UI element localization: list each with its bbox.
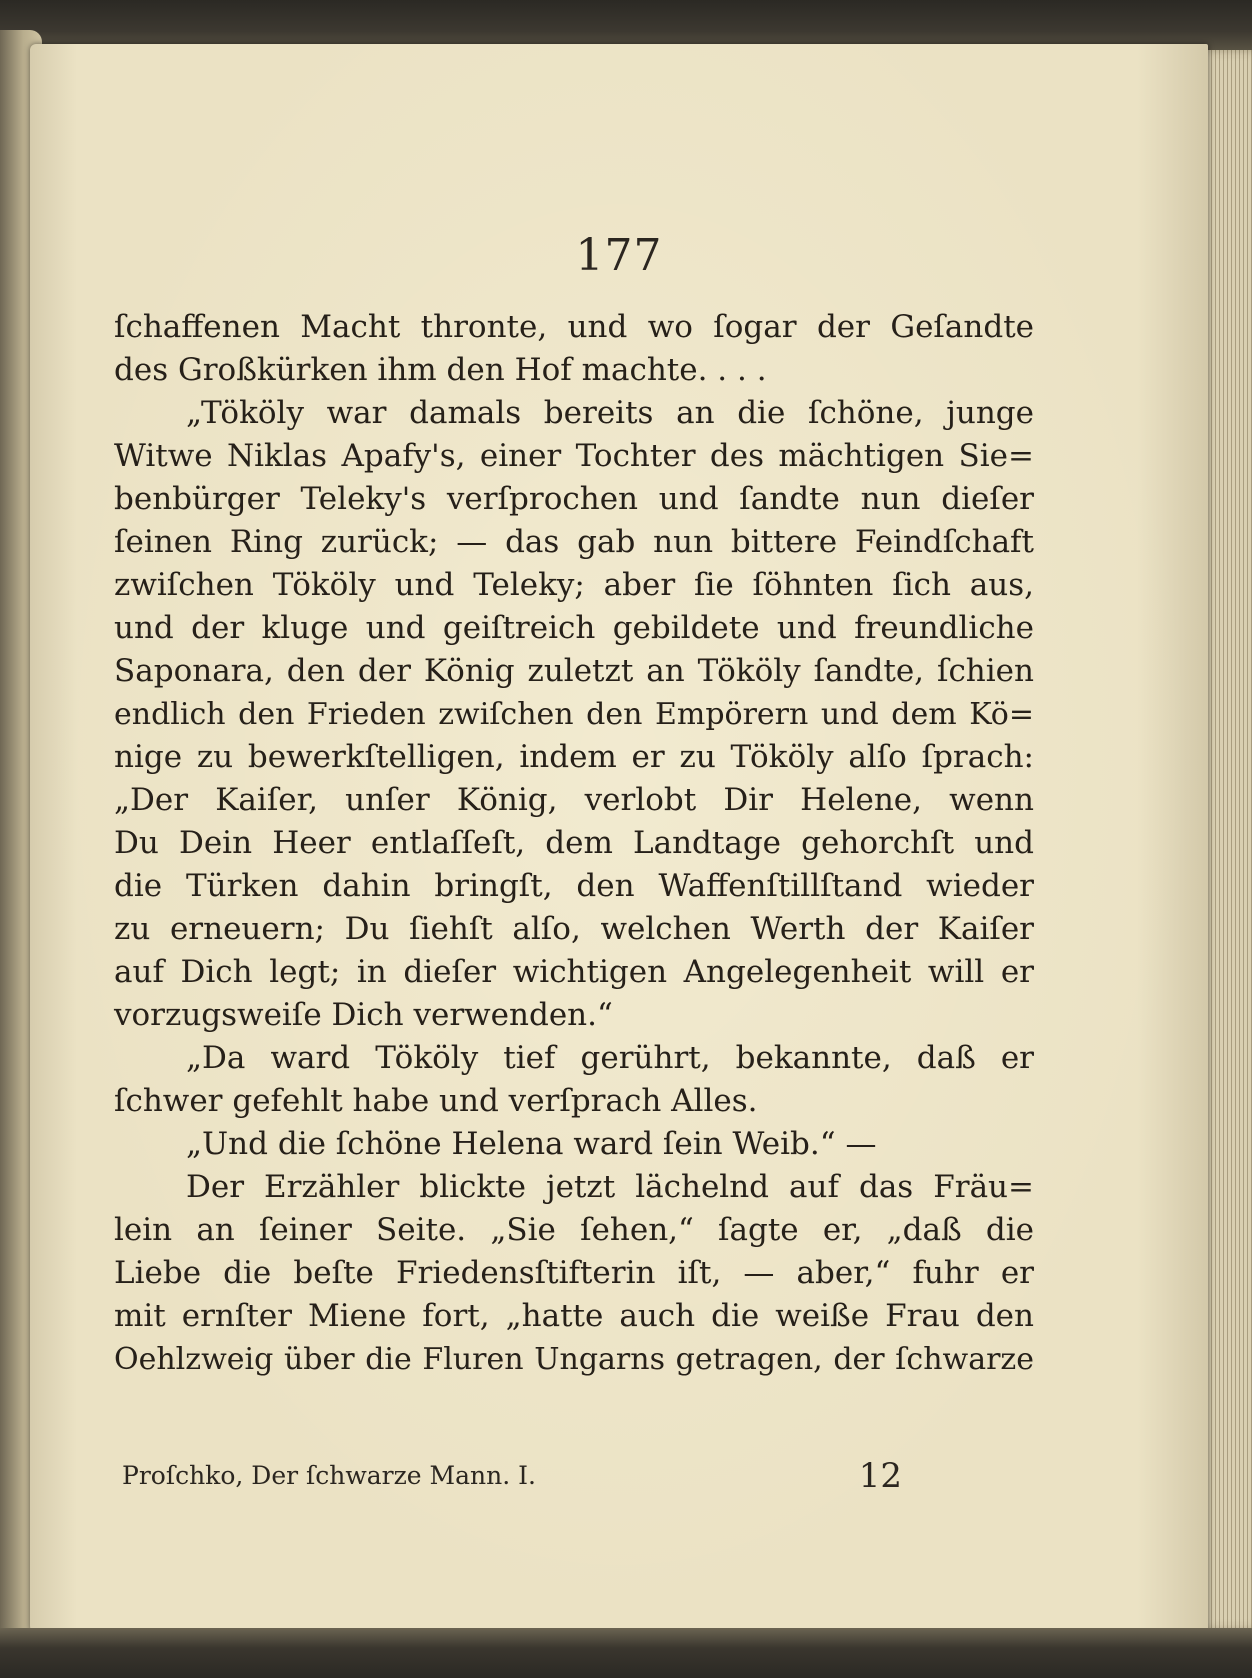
text-line: die Türken dahin bringſt, den Waffenſtillſtand wieder [114, 868, 1034, 904]
binding-bottom [0, 1628, 1252, 1678]
text-line: auf Dich legt; in dieſer wichtigen Angelegenheit will er [114, 954, 1034, 990]
text-line: zu erneuern; Du ſiehſt alſo, welchen Werth der Kaiſer [114, 911, 1034, 947]
text-line: Witwe Niklas Apafy's, einer Tochter des mächtigen Sie= [114, 438, 1034, 474]
text-line: Saponara, den der König zuletzt an Tököly ſandte, ſchien [114, 653, 1034, 689]
text-line: „Tököly war damals bereits an die ſchöne, junge [186, 395, 1034, 431]
text-line: ſeinen Ring zurück; — das gab nun bittere Feindſchaft [114, 524, 1034, 560]
text-line: „Und die ſchöne Helena ward ſein Weib.“ — [186, 1126, 877, 1162]
body-text [114, 306, 1034, 1381]
text-line: endlich den Frieden zwiſchen den Empörern und dem Kö= [114, 697, 1034, 732]
text-line: nige zu bewerkſtelligen, indem er zu Tököly alſo ſprach: [114, 739, 1034, 775]
text-line: lein an ſeiner Seite. „Sie ſehen,“ ſagte er, „daß die [114, 1212, 1034, 1248]
text-line: „Da ward Tököly tief gerührt, bekannte, daß er [186, 1040, 1034, 1076]
text-line: ſchwer gefehlt habe und verſprach Alles. [114, 1083, 758, 1119]
text-line: zwiſchen Tököly und Teleky; aber ſie ſöhnten ſich aus, [114, 567, 1034, 603]
footer-signature: Proſchko, Der ſchwarze Mann. I. [122, 1461, 536, 1490]
text-line: Du Dein Heer entlaſſeſt, dem Landtage gehorchſt und [114, 825, 1034, 861]
text-line: und der kluge und geiſtreich gebildete und freundliche [114, 610, 1034, 646]
book-page [30, 44, 1208, 1636]
page-footer [122, 1454, 902, 1498]
page-number: 177 [575, 230, 663, 281]
text-line: mit ernſter Miene fort, „hatte auch die weiße Frau den [114, 1298, 1034, 1334]
text-line: „Der Kaiſer, unſer König, verlobt Dir Helene, wenn [114, 782, 1034, 818]
text-line: benbürger Teleky's verſprochen und ſandte nun dieſer [114, 481, 1034, 517]
text-line: Der Erzähler blickte jetzt lächelnd auf das Fräu= [186, 1169, 1034, 1205]
text-line: des Großkürken ihm den Hof machte. . . . [114, 352, 767, 388]
text-line: ſchaffenen Macht thronte, und wo ſogar der Geſandte [114, 309, 1034, 345]
text-line: Liebe die beſte Friedensſtifterin iſt, — aber,“ fuhr er [114, 1255, 1034, 1291]
text-line: Oehlzweig über die Fluren Ungarns getragen, der ſchwarze [114, 1342, 1034, 1377]
sheet-number: 12 [858, 1456, 902, 1496]
text-line: vorzugsweiſe Dich verwenden.“ [114, 997, 613, 1033]
